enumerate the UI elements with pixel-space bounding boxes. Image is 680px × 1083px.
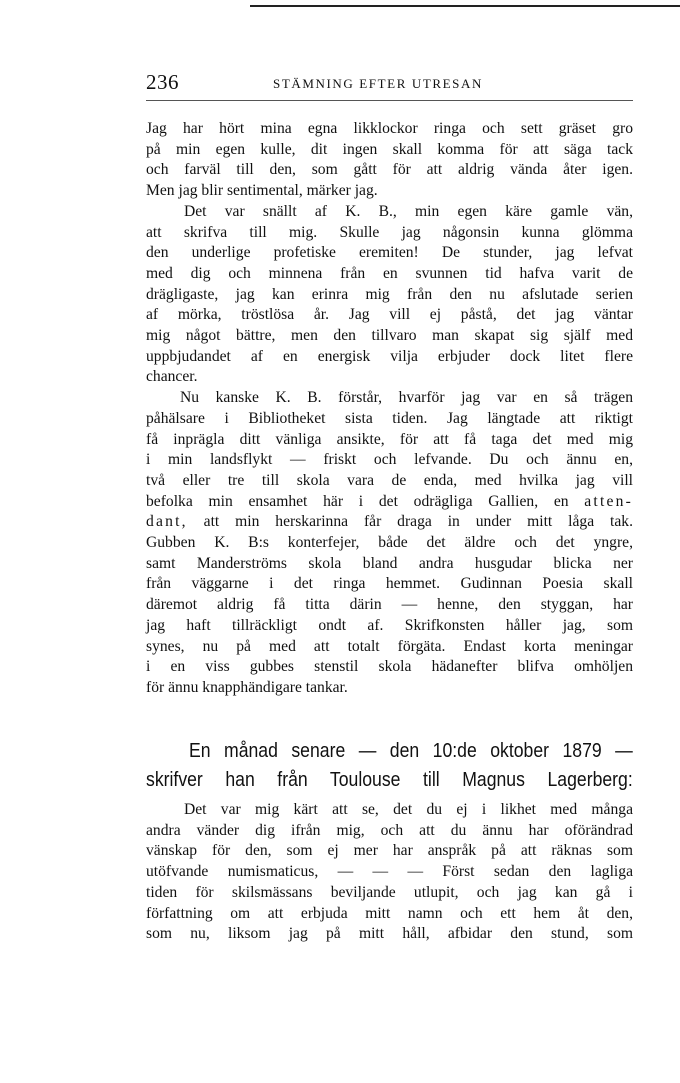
page-number: 236 (146, 70, 179, 94)
text-line: författning om att erbjuda mitt namn och ett hem åt den, (146, 904, 633, 922)
text-line: för ännu knapphändigare tankar. (146, 678, 348, 696)
text-segment: att min herskarinna får draga in under mitt låga tak. (187, 513, 633, 531)
text-line: uppbjudandet af en energisk vilja erbjuder dock litet flere (146, 347, 633, 365)
running-title: STÄMNING EFTER UTRESAN (273, 76, 483, 91)
text-line: andra vänder dig ifrån mig, och att du ännu har oförändrad (146, 821, 633, 839)
text-line: Men jag blir sentimental, märker jag. (146, 182, 378, 200)
text-line: Nu kanske K. B. förstår, hvarför jag var en så trägen (180, 389, 633, 407)
text-line: af mörka, tröstlösa år. Jag vill ej påstå, det jag väntar (146, 306, 633, 324)
text-line: två eller tre till skola vara de enda, med hvilka jag vill (146, 471, 633, 489)
text-line: från väggarne i det ringa hemmet. Gudinnan Poesia skall (146, 575, 633, 593)
text-line: och farväl till den, som gått för att aldrig vända åter igen. (146, 161, 633, 179)
text-line: vänskap för den, som ej mer har anspråk på att räknas som (146, 842, 633, 860)
text-line (146, 492, 633, 513)
text-line: drägligaste, jag kan erinra mig från den nu afslutade serien (146, 285, 633, 303)
text-line: i en viss gubbes stenstil skola hädanefter blifva omhöljen (146, 658, 633, 676)
text-line: Det var snällt af K. B., min egen käre gamle vän, (184, 202, 633, 220)
scan-edge-rule (250, 5, 680, 7)
running-head (146, 70, 633, 98)
text-line (146, 512, 633, 533)
text-line: påhälsare i Bibliotheket sista tiden. Jag längtade att riktigt (146, 409, 633, 427)
heading-line: skrifver han från Toulouse till Magnus Lagerberg: (146, 768, 633, 791)
text-line: däremot aldrig få titta därin — henne, den styggan, har (146, 596, 633, 614)
text-line: Gubben K. B:s konterfejer, både det äldre och det yngre, (146, 534, 633, 552)
text-line: den underlige profetiske eremiten! De stunder, jag lefvat (146, 244, 633, 262)
text-line: i min landsflykt — friskt och lefvande. Du och ännu en, (146, 451, 633, 469)
letter-text (146, 800, 633, 945)
section-heading (146, 736, 633, 794)
text-line: Det var mig kärt att se, det du ej i likhet med många (184, 801, 633, 818)
heading-line: En månad senare — den 10:de oktober 1879 — (189, 739, 633, 762)
text-line: mig något bättre, men den tillvaro man skapat sig själf med (146, 327, 633, 345)
emphasized-word: atten- (584, 492, 633, 510)
text-line: som nu, liksom jag på mitt håll, afbidar den stund, som (146, 925, 633, 943)
emphasized-word: dant, (146, 513, 188, 531)
text-line: Jag har hört mina egna likklockor ringa och sett gräset gro (146, 120, 633, 137)
text-line: synes, nu på med att totalt förgäta. Endast korta meningar (146, 637, 633, 655)
text-line: med dig och minnena från en svunnen tid hafva varit de (146, 264, 633, 282)
body-text (146, 119, 633, 699)
text-line: chancer. (146, 368, 198, 386)
header-divider (146, 100, 633, 101)
text-line: jag haft tillräckligt ondt af. Skrifkonsten håller jag, som (146, 616, 633, 634)
text-line: att skrifva till mig. Skulle jag någonsin kunna glömma (146, 223, 633, 241)
text-line: utöfvande numismaticus, — — — Först sedan den lagliga (146, 863, 633, 881)
text-segment: befolka min ensamhet här i det odrägliga Gallien, en (146, 492, 585, 510)
text-line: få inprägla ditt vänliga ansikte, för att få taga det med mig (146, 430, 633, 448)
text-line: på min egen kulle, dit ingen skall komma för att säga tack (146, 140, 633, 158)
text-line: samt Manderströms skola bland andra husgudar blicka ner (146, 554, 633, 572)
text-line: tiden för skilsmässans beviljande utlupit, och jag kan gå i (146, 883, 633, 901)
